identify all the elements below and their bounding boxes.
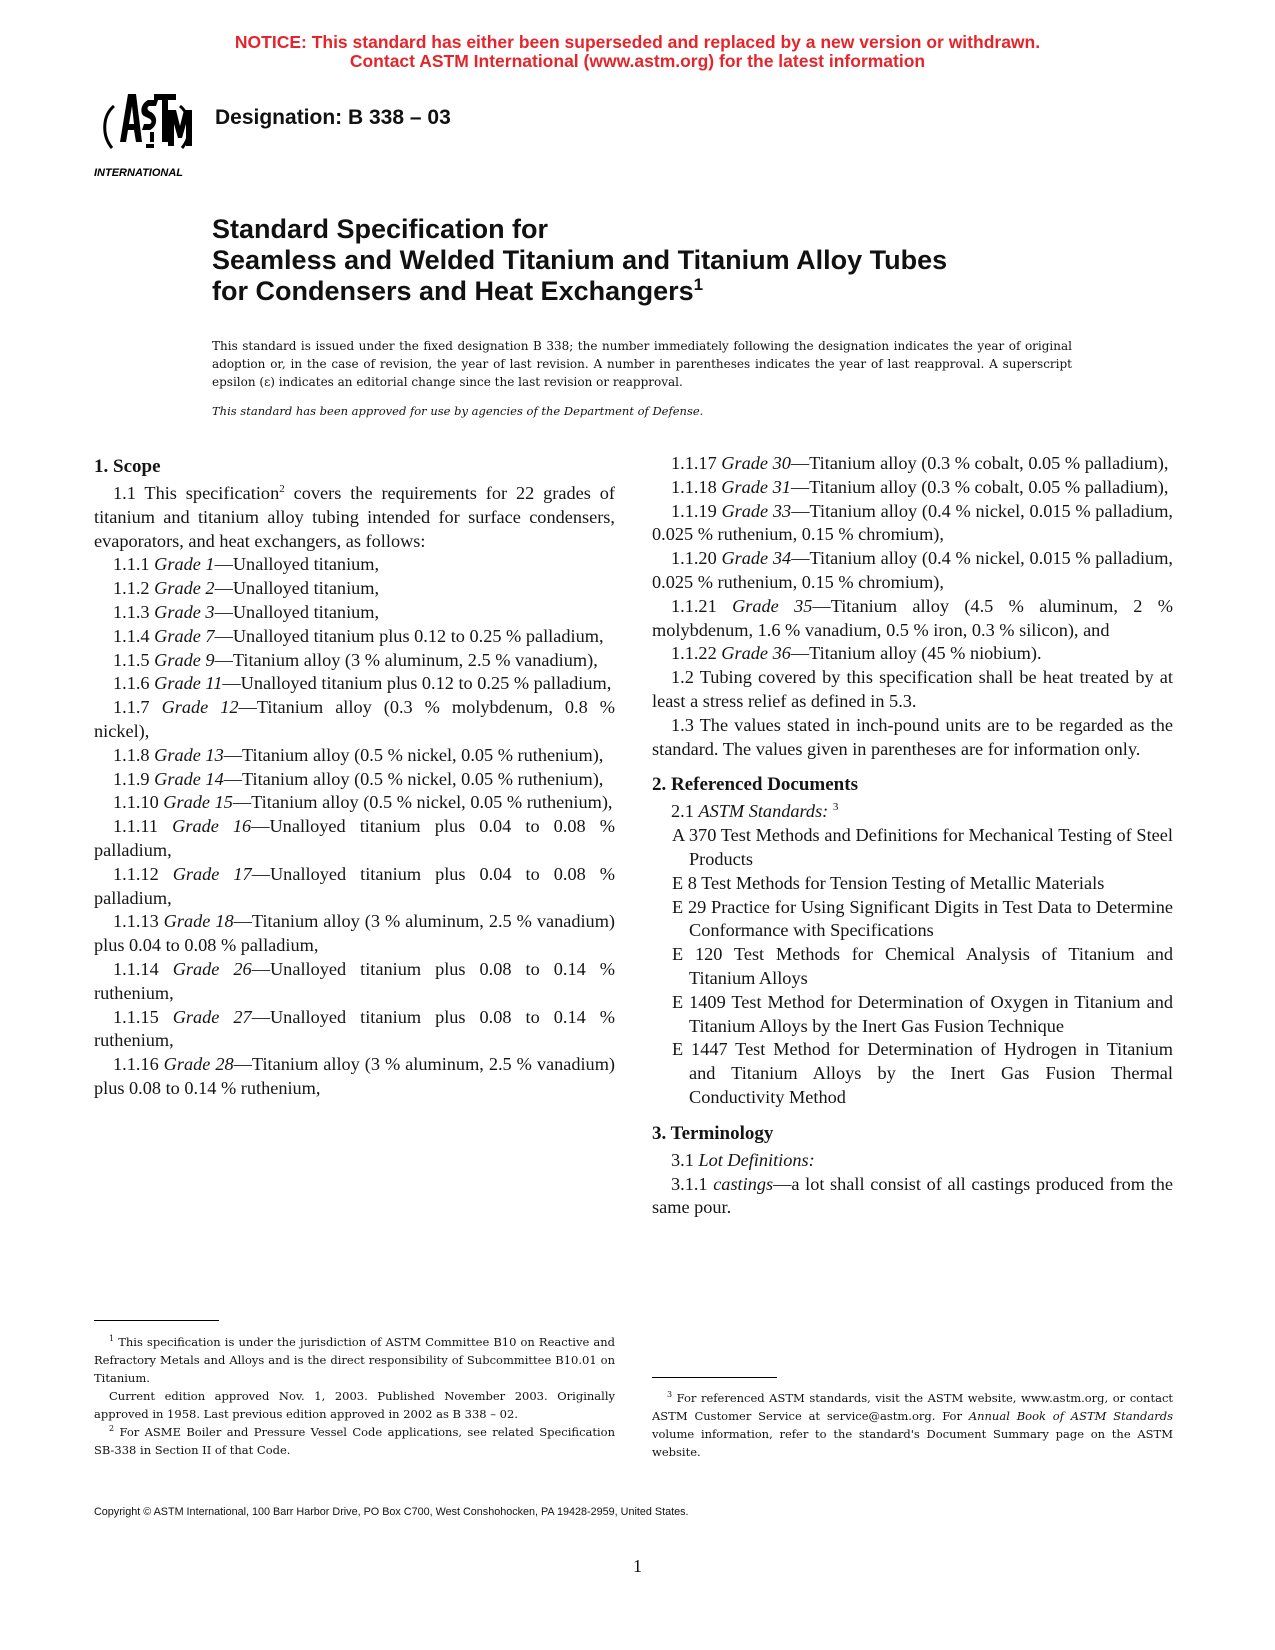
grade-item: 1.1.6 Grade 11—Unalloyed titanium plus 0.12 to 0.25 % palladium, bbox=[113, 673, 612, 694]
referenced-documents-heading: 2. Referenced Documents bbox=[652, 774, 858, 796]
grade-item: 1.1.21 Grade 35—Titanium alloy (4.5 % aluminum, 2 % molybdenum, 1.6 % vanadium, 0.5 % iron, 0.3 % silicon), and bbox=[652, 595, 1173, 640]
reference-item: E 8 Test Methods for Tension Testing of Metallic Materials bbox=[672, 872, 1105, 893]
para-1-1: 1.1 This specification$^2$ covers the requirements for 22 grades of titanium and titanium alloy tubing intended for surface condensers, evaporators, and heat exchangers, as follows: bbox=[94, 482, 615, 551]
grade-item: 1.1.5 Grade 9—Titanium alloy (3 % aluminum, 2.5 % vanadium), bbox=[113, 649, 598, 670]
reference-list bbox=[652, 824, 1173, 1110]
grade-item: 1.1.12 Grade 17—Unalloyed titanium plus 0.04 to 0.08 % palladium, bbox=[94, 863, 615, 908]
footnotes-left bbox=[94, 1333, 615, 1459]
right-column bbox=[652, 452, 1173, 1220]
title-line-1: Standard Specification for bbox=[212, 214, 549, 244]
grade-item: 1.1.11 Grade 16—Unalloyed titanium plus 0.04 to 0.08 % palladium, bbox=[94, 816, 615, 860]
grade-item: 1.1.20 Grade 34—Titanium alloy (0.4 % nickel, 0.015 % palladium, 0.025 % ruthenium, 0.15 % chromium), bbox=[652, 548, 1173, 592]
grade-item: 1.1.22 Grade 36—Titanium alloy (45 % niobium). bbox=[671, 643, 1042, 664]
para-3-1: 3.1 Lot Definitions: bbox=[671, 1149, 815, 1170]
astm-logo-icon bbox=[92, 86, 202, 180]
grade-list-left bbox=[94, 553, 615, 1100]
grade-item: 1.1.10 Grade 15—Titanium alloy (0.5 % nickel, 0.05 % ruthenium), bbox=[113, 792, 613, 813]
footnotes-right bbox=[652, 1389, 1173, 1461]
logo-wordmark: INTERNATIONAL bbox=[94, 167, 184, 179]
footnote-rule-left bbox=[94, 1320, 219, 1321]
withdrawal-notice bbox=[0, 33, 1275, 71]
grade-item: 1.1.15 Grade 27—Unalloyed titanium plus 0.08 to 0.14 % ruthenium, bbox=[94, 1006, 615, 1051]
grade-item: 1.1.3 Grade 3—Unalloyed titanium, bbox=[113, 601, 380, 622]
title-line-2: Seamless and Welded Titanium and Titanium Alloy Tubes bbox=[212, 245, 948, 275]
reference-item: A 370 Test Methods and Definitions for Mechanical Testing of Steel Products bbox=[672, 825, 1173, 869]
grade-item: 1.1.19 Grade 33—Titanium alloy (0.4 % nickel, 0.015 % palladium, 0.025 % ruthenium, 0.15 % chromium), bbox=[652, 500, 1173, 545]
reference-item: E 120 Test Methods for Chemical Analysis of Titanium and Titanium Alloys bbox=[672, 944, 1173, 988]
grade-item: 1.1.16 Grade 28—Titanium alloy (3 % aluminum, 2.5 % vanadium) plus 0.08 to 0.14 % ruthenium, bbox=[94, 1054, 615, 1098]
grade-item: 1.1.18 Grade 31—Titanium alloy (0.3 % cobalt, 0.05 % palladium), bbox=[671, 476, 1169, 497]
footnote-ref-3: 3 bbox=[832, 801, 839, 814]
reference-item: E 1447 Test Method for Determination of Hydrogen in Titanium and Titanium Alloys by the Inert Gas Fusion Thermal Conductivity Method bbox=[672, 1039, 1173, 1107]
reference-item: E 29 Practice for Using Significant Digits in Test Data to Determine Conformance with Specifications bbox=[672, 896, 1173, 941]
para-3-1-1: 3.1.1 castings—a lot shall consist of all castings produced from the same pour. bbox=[652, 1173, 1173, 1218]
grade-item: 1.1.8 Grade 13—Titanium alloy (0.5 % nickel, 0.05 % ruthenium), bbox=[113, 744, 604, 765]
title-footnote-mark: 1 bbox=[693, 275, 704, 294]
footnote-ref-2: 2 bbox=[279, 482, 285, 495]
grade-item: 1.1.13 Grade 18—Titanium alloy (3 % aluminum, 2.5 % vanadium) plus 0.04 to 0.08 % palladium, bbox=[94, 911, 615, 956]
preamble: This standard is issued under the fixed designation B 338; the number immediately following the designation indicates the year of original adoption or, in the case of revision, the year of last revision. A number in parentheses indicates the year of last reapproval. A superscript epsilon (ε) indicates an editorial change since the last revision or reapproval. bbox=[212, 339, 1072, 389]
dod-note: This standard has been approved for use by agencies of the Department of Defense. bbox=[212, 404, 704, 418]
footnote-1-edition: Current edition approved Nov. 1, 2003. Published November 2003. Originally approved in 1958. Last previous edition approved in 2002 as B 338 – 02. bbox=[94, 1389, 615, 1421]
grade-item: 1.1.2 Grade 2—Unalloyed titanium, bbox=[113, 578, 380, 599]
footnote-1: $^1$ This specification is under the jurisdiction of ASTM Committee B10 on Reactive and Refractory Metals and Alloys and is the direct responsibility of Subcommittee B10.01 on Titanium. bbox=[94, 1334, 615, 1385]
reference-item: E 1409 Test Method for Determination of Oxygen in Titanium and Titanium Alloys by the Inert Gas Fusion Technique bbox=[672, 991, 1173, 1036]
para-2-1: 2.1 ASTM Standards: $^3$ bbox=[671, 801, 839, 822]
footnote-2: $^2$ For ASME Boiler and Pressure Vessel Code applications, see related Specification SB-338 in Section II of that Code. bbox=[94, 1424, 615, 1457]
grade-item: 1.1.1 Grade 1—Unalloyed titanium, bbox=[113, 554, 380, 575]
terminology-heading: 3. Terminology bbox=[652, 1122, 774, 1144]
grade-item: 1.1.9 Grade 14—Titanium alloy (0.5 % nickel, 0.05 % ruthenium), bbox=[113, 768, 604, 789]
page-number: 1 bbox=[633, 1556, 642, 1576]
scope-heading: 1. Scope bbox=[94, 456, 161, 477]
grade-item: 1.1.4 Grade 7—Unalloyed titanium plus 0.12 to 0.25 % palladium, bbox=[113, 625, 604, 646]
grade-item: 1.1.14 Grade 26—Unalloyed titanium plus 0.08 to 0.14 % ruthenium, bbox=[94, 958, 615, 1003]
notice-line-1: NOTICE: This standard has either been superseded and replaced by a new version or withdrawn. bbox=[234, 32, 1041, 52]
designation: Designation: B 338 – 03 bbox=[215, 106, 451, 129]
para-1-3: 1.3 The values stated in inch-pound units are to be regarded as the standard. The values given in parentheses are for information only. bbox=[652, 714, 1173, 759]
grade-list-right bbox=[652, 452, 1173, 666]
para-1-2: 1.2 Tubing covered by this specification shall be heat treated by at least a stress relief as defined in 5.3. bbox=[652, 667, 1173, 711]
left-column bbox=[94, 452, 615, 1101]
footnote-rule-right bbox=[652, 1377, 777, 1378]
title-line-3: for Condensers and Heat Exchangers bbox=[212, 276, 694, 306]
grade-item: 1.1.17 Grade 30—Titanium alloy (0.3 % cobalt, 0.05 % palladium), bbox=[671, 453, 1169, 473]
footnote-3: $^3$ For referenced ASTM standards, visit the ASTM website, www.astm.org, or contact ASTM Customer Service at service@astm.org. For Annual Book of ASTM Standards volume information, refer to the standard's Document Summary page on the ASTM website. bbox=[652, 1390, 1174, 1459]
copyright: Copyright © ASTM International, 100 Barr Harbor Drive, PO Box C700, West Conshohocken, PA 19428-2959, United States. bbox=[94, 1506, 689, 1518]
document-title bbox=[212, 214, 947, 307]
grade-item: 1.1.7 Grade 12—Titanium alloy (0.3 % molybdenum, 0.8 % nickel), bbox=[94, 697, 615, 741]
notice-line-2: Contact ASTM International (www.astm.org) for the latest information bbox=[349, 51, 926, 71]
